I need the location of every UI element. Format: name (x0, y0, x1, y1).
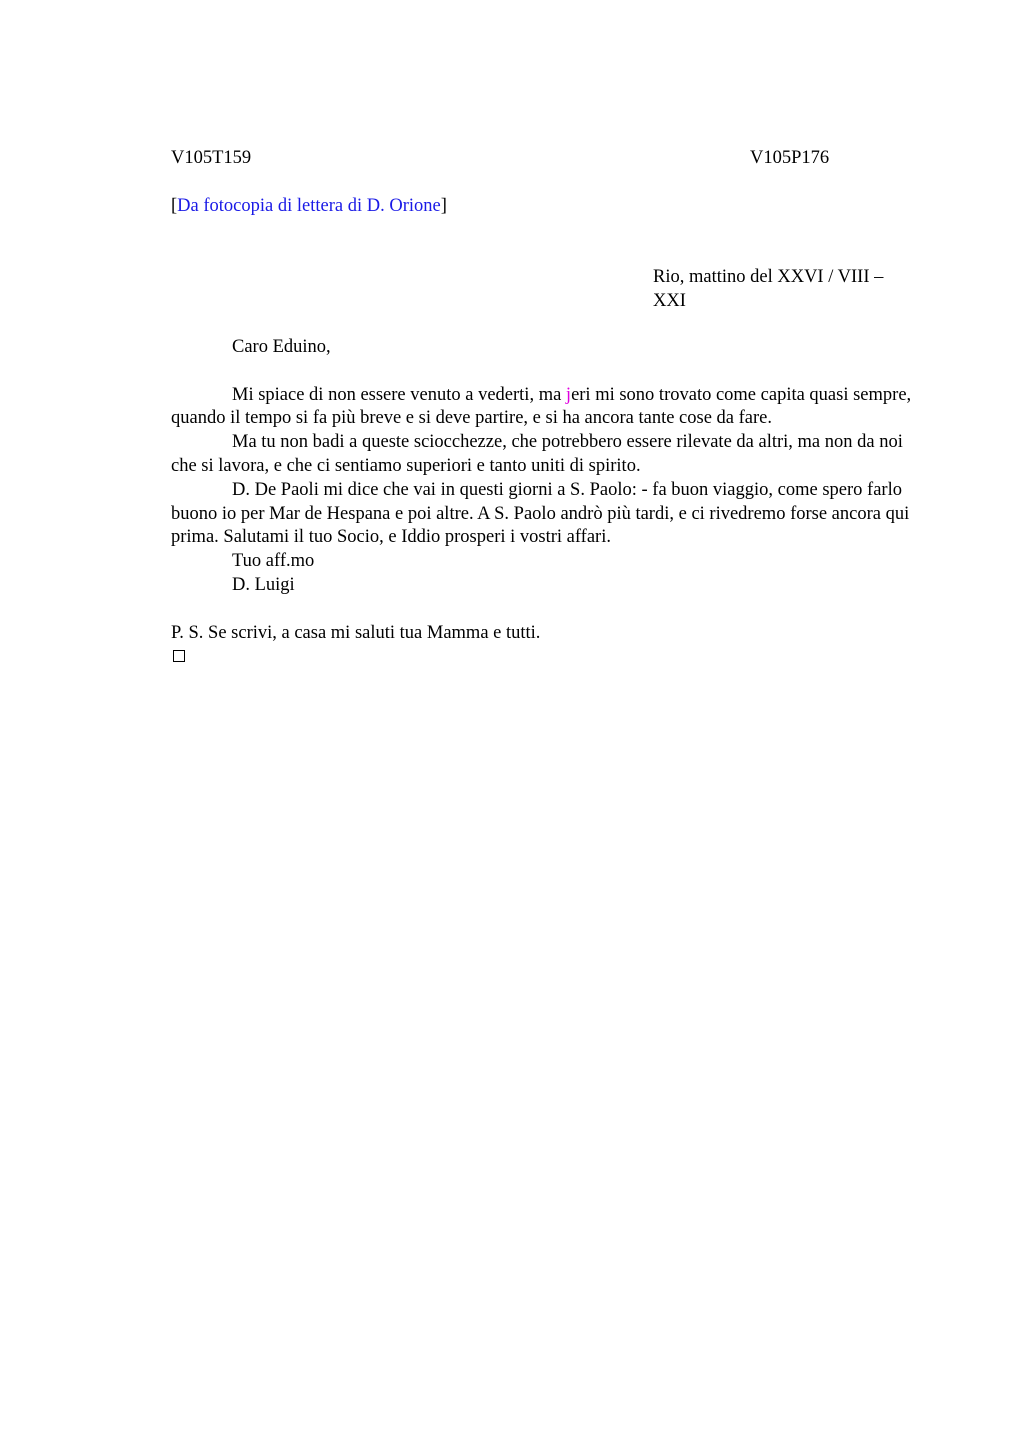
paragraph-1-end: eri mi sono trovato come capita quasi sempre, quando il tempo si fa più breve e si deve partire, e si ha ancora tante cose da fare. (171, 384, 912, 429)
blank-line (171, 598, 931, 622)
highlighted-letter: j (565, 384, 572, 405)
letter-paragraph-1 (171, 384, 931, 432)
letter-closing: Tuo aff.mo (232, 551, 315, 572)
letter-postscript: P. S. Se scrivi, a casa mi saluti tua Mamma e tutti. (171, 622, 541, 643)
letter-greeting: Caro Eduino, (232, 337, 331, 357)
letter-paragraph-3: D. De Paoli mi dice che vai in questi giorni a S. Paolo: - fa buon viaggio, come spero farlo buono io per Mar de Hespana e poi altre. A S. Paolo andrò più tardi, e ci rivedremo forse ancora qui prima. Salutami il tuo Socio, e Iddio prosperi i vostri affari. (171, 479, 910, 548)
letter-signature: D. Luigi (232, 574, 295, 595)
source-note-close-bracket: ] (440, 196, 447, 216)
document-code-left: V105T159 (171, 148, 252, 168)
source-note-text: Da fotocopia di lettera di D. Orione (177, 196, 441, 216)
paragraph-1-start: Mi spiace di non essere venuto a vederti, ma (232, 384, 566, 405)
letter-paragraph-2: Ma tu non badi a queste sciocchezze, che potrebbero essere rilevate da altri, ma non da noi che si lavora, e che ci sentiamo superiori e tanto uniti di spirito. (171, 432, 903, 476)
dateline-line-2: XXI (653, 291, 686, 311)
source-note (171, 194, 447, 218)
source-note-open-bracket: [ (171, 196, 178, 216)
dateline-line-1: Rio, mattino del XXVI / VIII – (653, 267, 884, 287)
end-marker (171, 645, 931, 670)
blank-line (171, 360, 931, 384)
square-outline-icon (173, 650, 185, 662)
dateline (653, 265, 933, 313)
document-code-right: V105P176 (750, 148, 830, 168)
letter-body (171, 336, 931, 670)
